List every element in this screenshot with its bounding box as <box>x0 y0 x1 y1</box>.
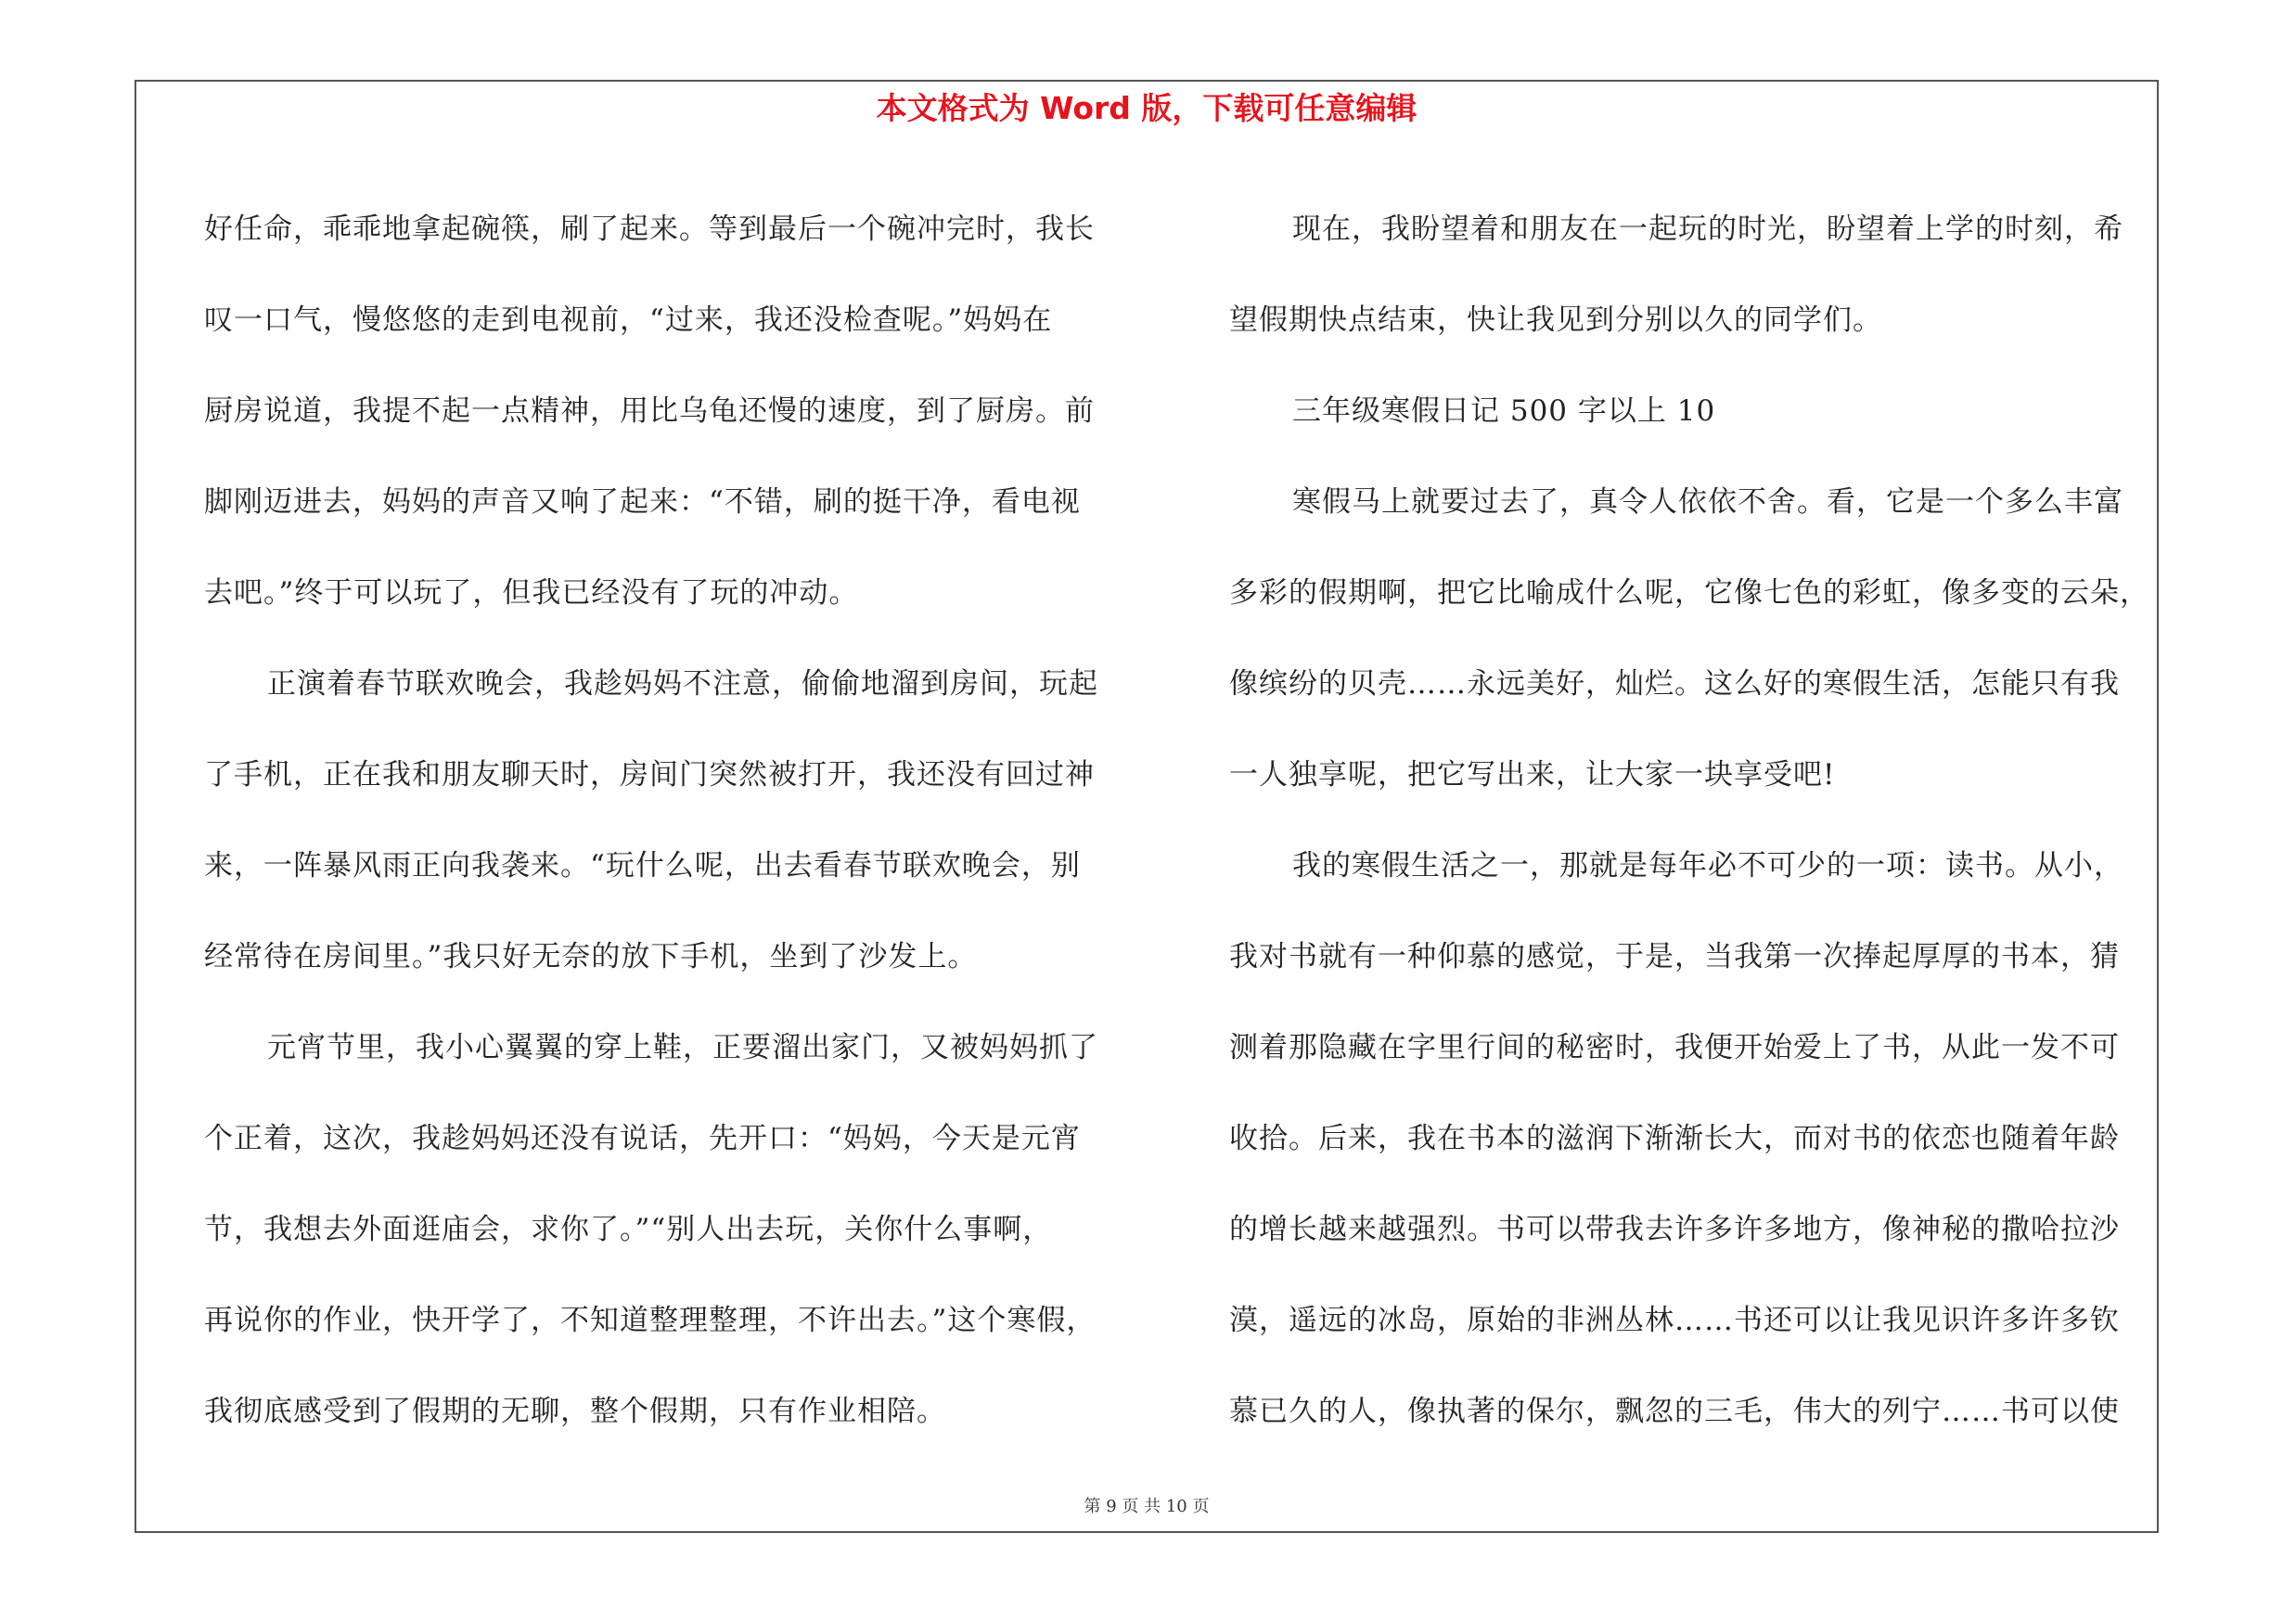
text-line: 经常待在房间里。”我只好无奈的放下手机，坐到了沙发上。 <box>204 940 978 973</box>
text-line: 现在，我盼望着和朋友在一起玩的时光，盼望着上学的时刻，希 <box>1292 213 2123 246</box>
text-line: 好任命，乖乖地拿起碗筷，刷了起来。等到最后一个碗冲完时，我长 <box>204 213 1095 246</box>
text-line: 我的寒假生活之一，那就是每年必不可少的一项：读书。从小， <box>1292 849 2123 882</box>
text-line: 我彻底感受到了假期的无聊，整个假期，只有作业相陪。 <box>204 1395 946 1428</box>
text-line: 的增长越来越强烈。书可以带我去许多许多地方，像神秘的撒哈拉沙 <box>1229 1213 2120 1246</box>
text-line: 一人独享呢，把它写出来，让大家一块享受吧! <box>1229 758 1836 792</box>
text-line: 寒假马上就要过去了，真令人依依不舍。看，它是一个多么丰富 <box>1292 485 2123 519</box>
text-line: 慕已久的人，像执著的保尔，飘忽的三毛，伟大的列宁……书可以使 <box>1229 1395 2120 1428</box>
text-line: 多彩的假期啊，把它比喻成什么呢，它像七色的彩虹，像多变的云朵， <box>1229 576 2149 610</box>
page-number-footer: 第 9 页 共 10 页 <box>1084 1497 1210 1516</box>
text-line: 来，一阵暴风雨正向我袭来。“玩什么呢，出去看春节联欢晚会，别 <box>204 849 1081 882</box>
right-text-column <box>1229 184 2166 1457</box>
text-line: 脚刚迈进去，妈妈的声音又响了起来：“不错，刷的挺干净，看电视 <box>204 485 1081 519</box>
text-line: 漠，遥远的冰岛，原始的非洲丛林……书还可以让我见识许多许多钦 <box>1229 1304 2120 1337</box>
text-line: 元宵节里，我小心翼翼的穿上鞋，正要溜出家门，又被妈妈抓了 <box>267 1031 1098 1064</box>
text-line: 三年级寒假日记 500 字以上 10 <box>1292 394 1716 428</box>
format-banner: 本文格式为 Word 版，下载可任意编辑 <box>876 90 1417 126</box>
text-line: 厨房说道，我提不起一点精神，用比乌龟还慢的速度，到了厨房。前 <box>204 394 1095 428</box>
text-line: 再说你的作业，快开学了，不知道整理整理，不许出去。”这个寒假， <box>204 1304 1097 1337</box>
left-text-column <box>204 184 1132 1457</box>
text-line: 测着那隐藏在字里行间的秘密时，我便开始爱上了书，从此一发不可 <box>1229 1031 2120 1064</box>
text-line: 望假期快点结束，快让我见到分别以久的同学们。 <box>1229 303 1882 337</box>
text-line: 收拾。后来，我在书本的滋润下渐渐长大，而对书的依恋也随着年龄 <box>1229 1122 2120 1155</box>
text-line: 节，我想去外面逛庙会，求你了。”“别人出去玩，关你什么事啊， <box>204 1213 1053 1246</box>
text-line: 了手机，正在我和朋友聊天时，房间门突然被打开，我还没有回过神 <box>204 758 1095 792</box>
text-line: 去吧。”终于可以玩了，但我已经没有了玩的冲动。 <box>204 576 859 610</box>
text-line: 正演着春节联欢晚会，我趁妈妈不注意，偷偷地溜到房间，玩起 <box>267 667 1098 701</box>
text-line: 个正着，这次，我趁妈妈还没有说话，先开口：“妈妈，今天是元宵 <box>204 1122 1081 1155</box>
text-line: 我对书就有一种仰慕的感觉，于是，当我第一次捧起厚厚的书本，猜 <box>1229 940 2120 973</box>
text-line: 像缤纷的贝壳……永远美好，灿烂。这么好的寒假生活，怎能只有我 <box>1229 667 2120 701</box>
text-line: 叹一口气，慢悠悠的走到电视前，“过来，我还没检查呢。”妈妈在 <box>204 303 1053 337</box>
